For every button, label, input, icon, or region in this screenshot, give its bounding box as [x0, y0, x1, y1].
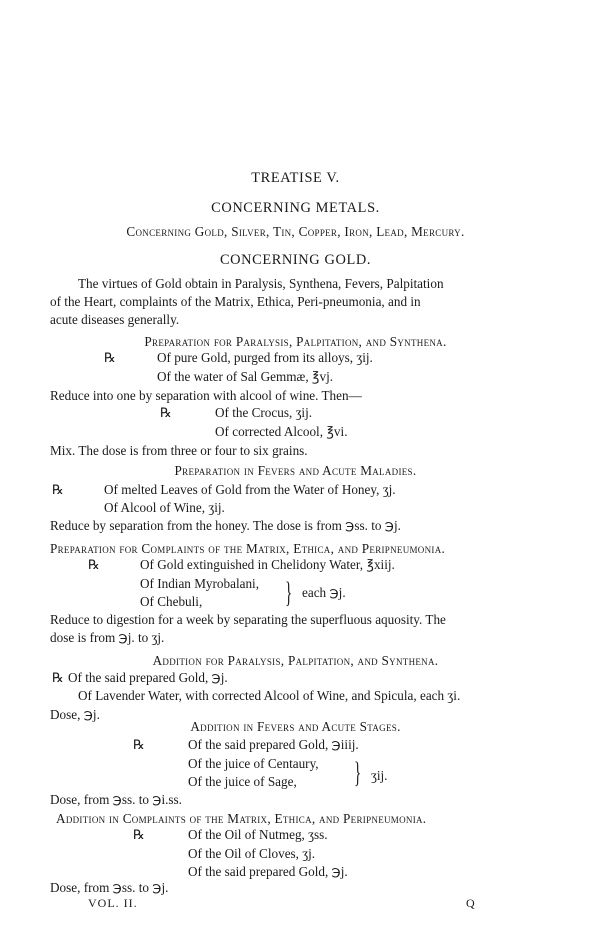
each-amount: ʒij. — [371, 768, 388, 783]
dose-line: dose is from ℈j. to ʒj. — [50, 630, 165, 645]
intro-line: of the Heart, complaints of the Matrix, Ethica, Peri-pneumonia, and in — [50, 294, 421, 309]
instruction-line: Reduce into one by separation with alcool of wine. Then— — [50, 388, 362, 403]
recipe-symbol: ℞ — [160, 405, 172, 420]
add1-title: Addition for Paralysis, Palpitation, and Synthena. — [152, 653, 439, 668]
ingredient-line: Of melted Leaves of Gold from the Water of Honey, ʒj. — [104, 482, 396, 497]
ingredient-line: Of Chebuli, — [140, 594, 203, 609]
ingredient-line: Of Indian Myrobalani, — [140, 576, 260, 591]
add3-title: Addition in Complaints of the Matrix, Ethica, and Peripneumonia. — [56, 811, 427, 826]
treatise-number: TREATISE V. — [251, 170, 340, 186]
heading-gold: CONCERNING GOLD. — [219, 252, 372, 268]
prep3-title: Preparation for Complaints of the Matrix, Ethica, and Peripneumonia. — [50, 541, 446, 556]
ingredient-line: Of the said prepared Gold, ℈j. — [188, 864, 348, 879]
dose-line: Dose, from ℈ss. to ℈i.ss. — [50, 792, 182, 807]
each-amount: each ℈j. — [302, 585, 346, 600]
ingredient-line: Of Lavender Water, with corrected Alcool of Wine, and Spicula, each ʒi. — [78, 688, 461, 703]
ingredient-line: Of the Oil of Nutmeg, ʒss. — [188, 827, 328, 842]
ingredient-line: Of pure Gold, purged from its alloys, ʒij. — [157, 350, 373, 365]
brace: } — [354, 756, 362, 789]
recipe-symbol: ℞ — [133, 827, 145, 842]
volume-mark: VOL. II. — [88, 896, 138, 910]
recipe-symbol: ℞ — [52, 670, 64, 685]
dose-line: Mix. The dose is from three or four to six grains. — [50, 443, 308, 458]
instruction-line: Reduce to digestion for a week by separating the superfluous aquosity. The — [50, 612, 446, 627]
ingredient-line: Of Alcool of Wine, ʒij. — [104, 500, 225, 515]
ingredient-line: Of the said prepared Gold, ℈j. — [68, 670, 228, 685]
subheading-metals: Concerning Gold, Silver, Tin, Copper, Iron, Lead, Mercury. — [126, 224, 465, 239]
ingredient-line: Of the said prepared Gold, ℈iiij. — [188, 737, 359, 752]
recipe-symbol: ℞ — [133, 737, 145, 752]
ingredient-line: Of the juice of Sage, — [188, 774, 297, 789]
ingredient-line: Of corrected Alcool, ℥vi. — [215, 424, 348, 439]
brace: } — [285, 576, 293, 609]
ingredient-line: Of Gold extinguished in Chelidony Water, ℥xiij. — [140, 557, 395, 572]
ingredient-line: Of the Oil of Cloves, ʒj. — [188, 846, 316, 861]
recipe-symbol: ℞ — [104, 350, 116, 365]
dose-line: Reduce by separation from the honey. The dose is from ℈ss. to ℈j. — [50, 518, 401, 533]
prep2-title: Preparation in Fevers and Acute Maladies. — [174, 463, 417, 478]
dose-line: Dose, ℈j. — [50, 707, 100, 722]
add2-title: Addition in Fevers and Acute Stages. — [190, 719, 401, 734]
ingredient-line: Of the juice of Centaury, — [188, 756, 319, 771]
dose-line: Dose, from ℈ss. to ℈j. — [50, 880, 169, 895]
prep1-title: Preparation for Paralysis, Palpitation, and Synthena. — [144, 334, 447, 349]
ingredient-line: Of the water of Sal Gemmæ, ℥vj. — [157, 369, 334, 384]
recipe-symbol: ℞ — [52, 482, 64, 497]
recipe-symbol: ℞ — [88, 557, 100, 572]
intro-line: acute diseases generally. — [50, 312, 180, 327]
ingredient-line: Of the Crocus, ʒij. — [215, 405, 313, 420]
signature-mark: Q — [466, 896, 475, 910]
heading-metals: CONCERNING METALS. — [211, 200, 380, 216]
intro-line: The virtues of Gold obtain in Paralysis, Synthena, Fevers, Palpitation — [78, 276, 444, 291]
